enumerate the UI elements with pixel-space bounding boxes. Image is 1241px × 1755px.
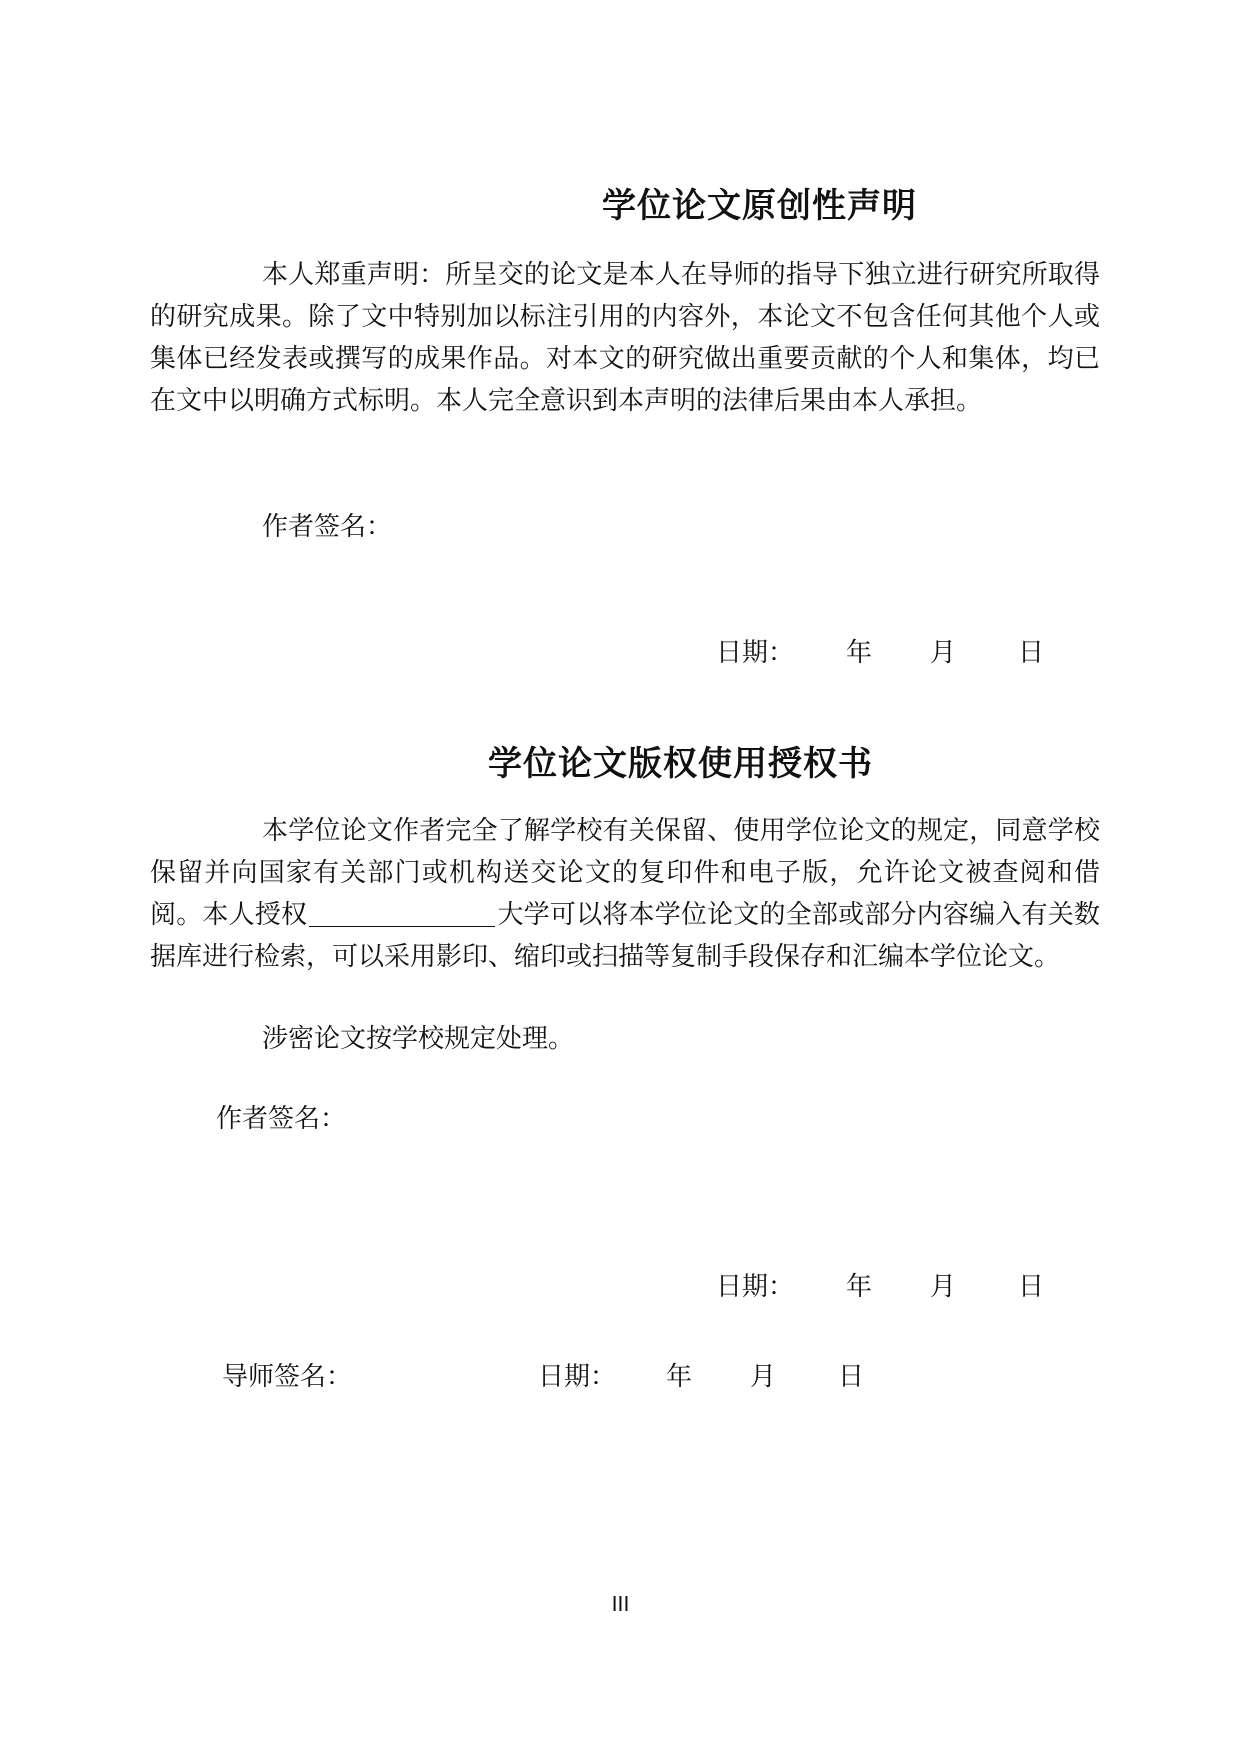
copyright-author-date <box>716 1266 1056 1300</box>
copyright-title: 学位论文版权使用授权书 <box>488 744 873 784</box>
secret-thesis-note: 涉密论文按学校规定处理。 <box>262 1024 575 1054</box>
date-month: 月 <box>930 638 957 668</box>
date-day: 日 <box>838 1362 865 1392</box>
date-day: 日 <box>1018 638 1045 668</box>
page-number: III <box>611 1592 630 1616</box>
supervisor-date <box>538 1356 878 1390</box>
university-name-blank <box>309 898 495 927</box>
declaration-body: 本人郑重声明：所呈交的论文是本人在导师的指导下独立进行研究所取得的研究成果。除了文中特别加以标注引用的内容外，本论文不包含任何其他个人或集体已经发表或撰写的成果作品。对本文的研究做出重要贡献的个人和集体，均已在文中以明确方式标明。本人完全意识到本声明的法律后果由本人承担。 <box>150 260 1100 416</box>
supervisor-signature-label: 导师签名： <box>222 1362 353 1392</box>
copyright-body-part-1: 本学位论文作者完全了解学校有关保留、使用学位论文的规定，同意学校保留并向国家有关部门或机构送交论文的复印件和电子版，允许论文被查阅和借阅。本人授权 <box>150 816 1100 930</box>
date-month: 月 <box>930 1272 957 1302</box>
declaration-author-signature-label: 作者签名： <box>262 512 393 542</box>
copyright-body <box>150 810 1100 978</box>
date-label: 日期： <box>716 638 795 668</box>
copyright-body-part-2: 大学可以将本学位论文的全部或部分内容编入有关数据库进行检索，可以采用影印、缩印或扫描等复制手段保存和汇编本学位论文。 <box>150 900 1100 972</box>
date-label: 日期： <box>538 1362 617 1392</box>
date-month: 月 <box>750 1362 777 1392</box>
date-year: 年 <box>846 1272 873 1302</box>
date-day: 日 <box>1018 1272 1045 1302</box>
date-label: 日期： <box>716 1272 795 1302</box>
declaration-date <box>716 632 1056 666</box>
copyright-author-signature-label: 作者签名： <box>216 1104 347 1134</box>
declaration-title: 学位论文原创性声明 <box>602 186 917 226</box>
date-year: 年 <box>666 1362 693 1392</box>
date-year: 年 <box>846 638 873 668</box>
